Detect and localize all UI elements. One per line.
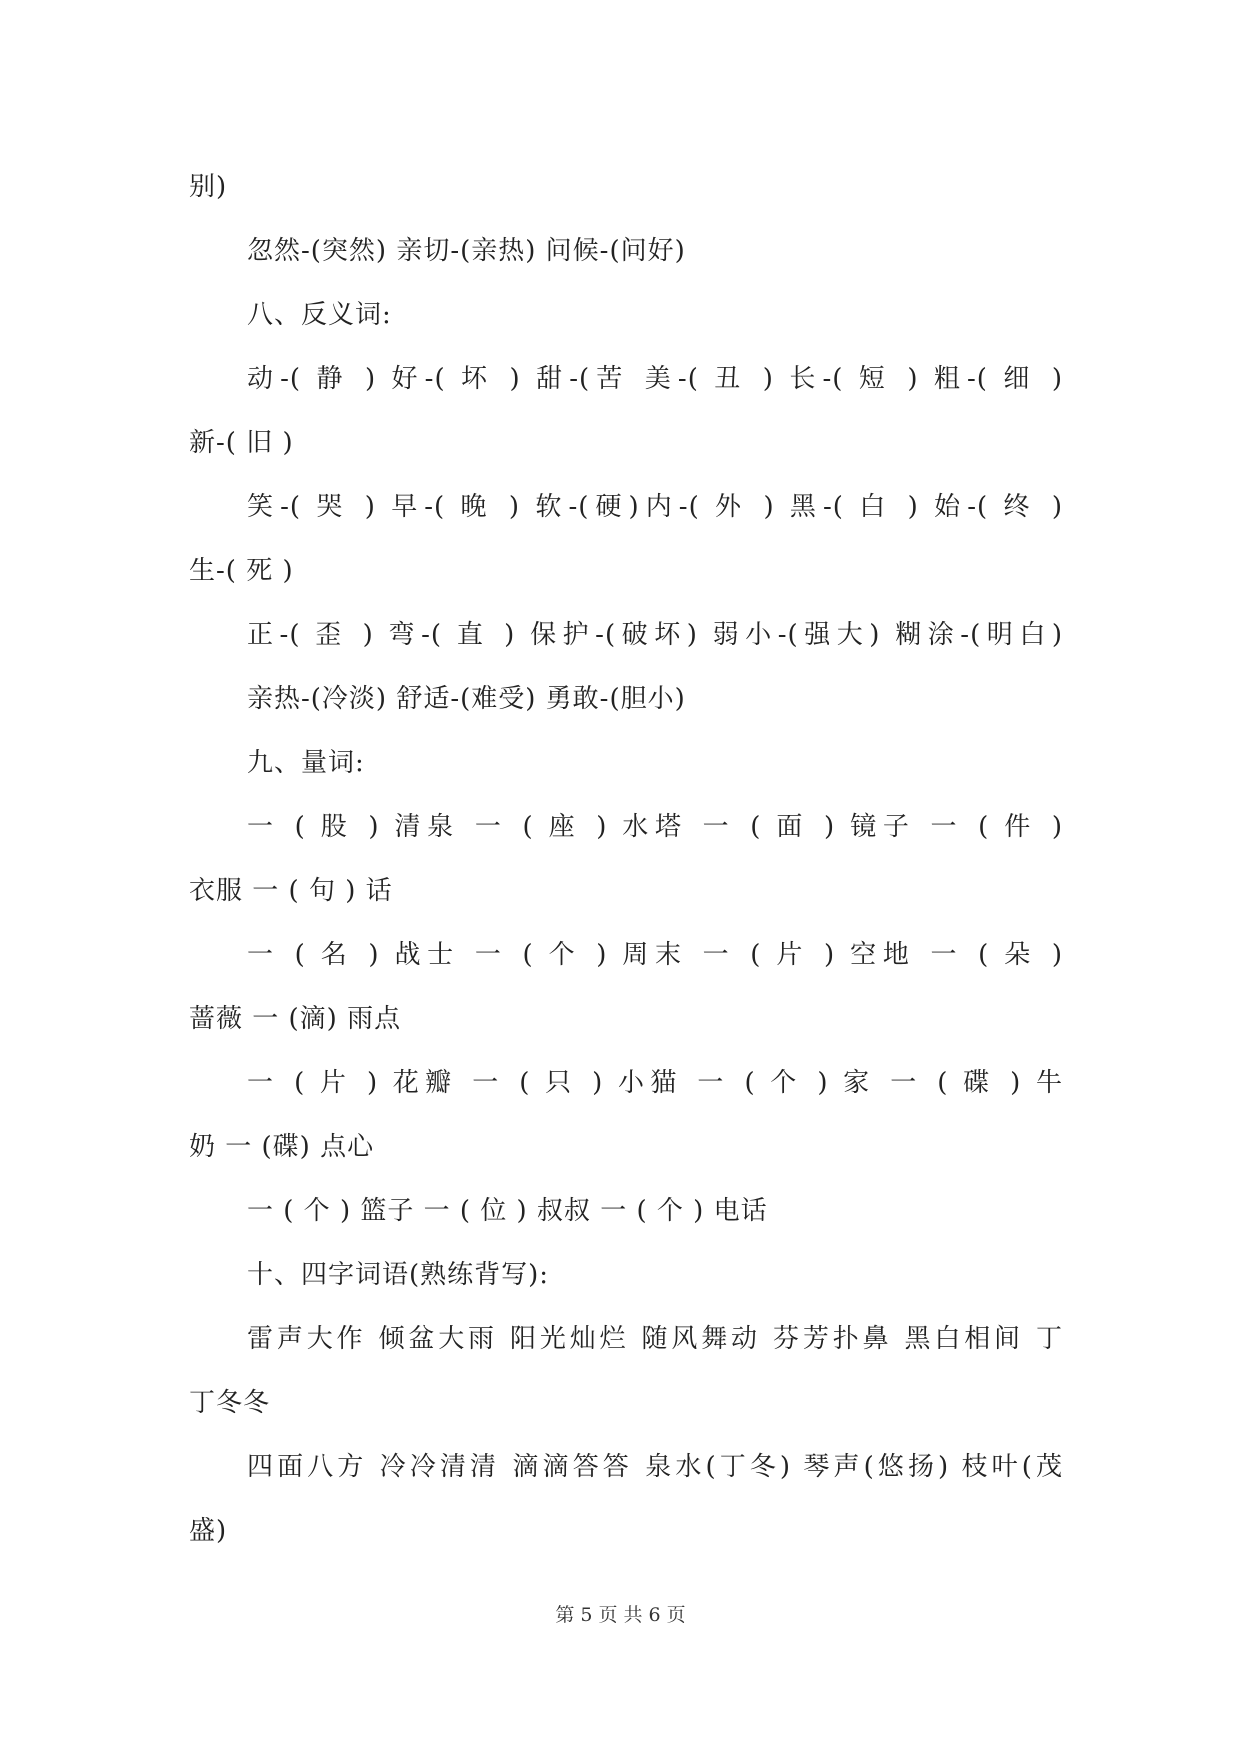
paragraph-line: 动-( 静 ) 好-( 坏 ) 甜-(苦 美-( 丑 ) 长-( 短 ) 粗-( 细 ) [247, 364, 1063, 394]
paragraph-line: 一 ( 个 ) 篮子 一 ( 位 ) 叔叔 一 ( 个 ) 电话 [247, 1196, 768, 1226]
section-heading: 十、四字词语(熟练背写): [247, 1260, 550, 1290]
paragraph-line: 一 ( 名 ) 战士 一 ( 个 ) 周末 一 ( 片 ) 空地 一 ( 朵 ) [247, 940, 1063, 970]
document-body [189, 155, 1063, 1563]
paragraph-line: 盛) [189, 1516, 228, 1546]
paragraph-line: 雷声大作 倾盆大雨 阳光灿烂 随风舞动 芬芳扑鼻 黑白相间 丁 [247, 1324, 1063, 1354]
paragraph-line: 正-( 歪 ) 弯-( 直 ) 保护-(破坏) 弱小-(强大) 糊涂-(明白) [247, 620, 1063, 650]
paragraph-line: 四面八方 冷冷清清 滴滴答答 泉水(丁冬) 琴声(悠扬) 枝叶(茂 [247, 1452, 1063, 1482]
paragraph-line: 别) [189, 172, 228, 202]
paragraph-line: 生-( 死 ) [189, 556, 294, 586]
paragraph-line: 一 ( 股 ) 清泉 一 ( 座 ) 水塔 一 ( 面 ) 镜子 一 ( 件 ) [247, 812, 1063, 842]
paragraph-line: 亲热-(冷淡) 舒适-(难受) 勇敢-(胆小) [247, 684, 686, 714]
paragraph-line: 忽然-(突然) 亲切-(亲热) 问候-(问好) [247, 236, 686, 266]
section-heading: 八、反义词: [247, 300, 392, 330]
page-number-footer: 第 5 页 共 6 页 [555, 1604, 686, 1626]
paragraph-line: 奶 一 (碟) 点心 [189, 1132, 375, 1162]
paragraph-line: 新-( 旧 ) [189, 428, 294, 458]
section-heading: 九、量词: [247, 748, 365, 778]
paragraph-line: 丁冬冬 [189, 1388, 271, 1418]
paragraph-line: 蔷薇 一 (滴) 雨点 [189, 1004, 402, 1034]
paragraph-line: 笑-( 哭 ) 早-( 晚 ) 软-(硬)内-( 外 ) 黑-( 白 ) 始-( 终 ) [247, 492, 1063, 522]
paragraph-line: 衣服 一 ( 句 ) 话 [189, 876, 393, 906]
paragraph-line: 一 ( 片 ) 花瓣 一 ( 只 ) 小猫 一 ( 个 ) 家 一 ( 碟 ) 牛 [247, 1068, 1063, 1098]
